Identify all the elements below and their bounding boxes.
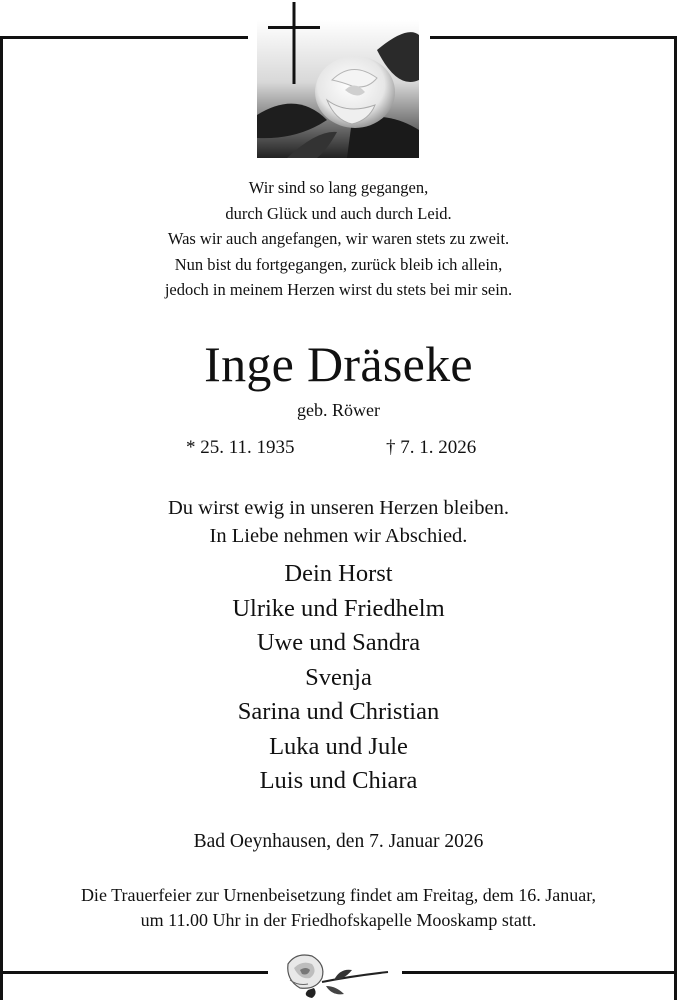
frame-top-right <box>430 36 677 39</box>
message-line: In Liebe nehmen wir Abschied. <box>209 525 468 547</box>
family-member: Luka und Jule <box>269 732 408 760</box>
maiden-name: geb. Röwer <box>297 400 380 420</box>
family-list <box>0 557 677 799</box>
birth-date: * 25. 11. 1935 <box>186 437 295 458</box>
family-member: Svenja <box>305 663 372 691</box>
family-member: Ulrike und Friedhelm <box>232 594 445 622</box>
poem <box>0 175 677 303</box>
rose-icon <box>282 950 392 1000</box>
place-date: Bad Oeynhausen, den 7. Januar 2026 <box>193 831 484 852</box>
cross-icon <box>266 0 322 86</box>
note-line: um 11.00 Uhr in der Friedhofskapelle Mooskamp statt. <box>140 910 537 930</box>
death-date: † 7. 1. 2026 <box>386 437 477 458</box>
poem-line: Nun bist du fortgegangen, zurück bleib ich allein, <box>174 254 503 274</box>
farewell-message <box>0 494 677 550</box>
family-member: Dein Horst <box>284 560 393 587</box>
note-line: Die Trauerfeier zur Urnenbeisetzung findet am Freitag, dem 16. Januar, <box>80 885 597 905</box>
message-line: Du wirst ewig in unseren Herzen bleiben. <box>168 497 509 519</box>
poem-line: durch Glück und auch durch Leid. <box>225 203 452 223</box>
frame-top-left <box>0 36 248 39</box>
frame-bottom-left <box>0 971 268 974</box>
poem-line: Wir sind so lang gegangen, <box>248 178 429 197</box>
funeral-note <box>0 883 677 933</box>
family-member: Sarina und Christian <box>237 698 440 725</box>
frame-bottom-right <box>402 971 677 974</box>
deceased-name: Inge Dräseke <box>204 336 473 392</box>
poem-line: Was wir auch angefangen, wir waren stets zu zweit. <box>167 229 510 248</box>
family-member: Luis und Chiara <box>259 767 418 794</box>
family-member: Uwe und Sandra <box>256 629 421 656</box>
poem-line: jedoch in meinem Herzen wirst du stets bei mir sein. <box>164 280 513 299</box>
